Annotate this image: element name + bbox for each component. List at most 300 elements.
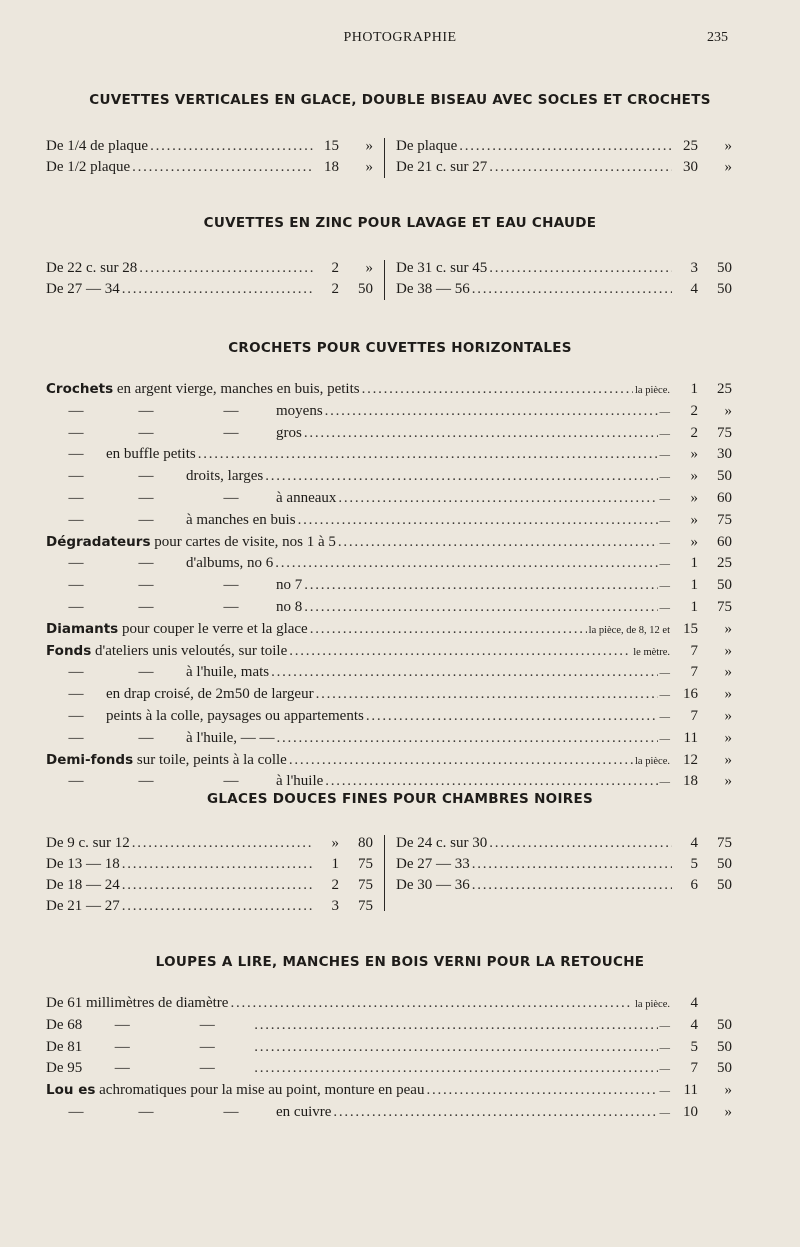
dot-leader xyxy=(338,488,657,510)
ditto-mark: — xyxy=(138,598,154,615)
item-description xyxy=(46,575,302,597)
item-description xyxy=(46,771,323,793)
price-francs: 7 xyxy=(690,707,698,724)
item-keyword: Lou es xyxy=(46,1082,96,1099)
dot-leader xyxy=(122,896,313,917)
item-description xyxy=(46,510,296,532)
price-francs: 12 xyxy=(683,751,698,768)
item-text: no 8 xyxy=(276,598,303,615)
price-row xyxy=(46,1102,732,1124)
price-centimes: 50 xyxy=(717,260,732,276)
price-row xyxy=(396,157,732,178)
price-centimes: » xyxy=(724,707,732,724)
price-centimes: 60 xyxy=(717,489,732,506)
price-centimes: » xyxy=(724,642,732,659)
item-description xyxy=(46,641,287,663)
price-centimes: » xyxy=(724,138,732,154)
item-label: De 27 — 34 xyxy=(46,281,120,297)
price-francs: 18 xyxy=(683,773,698,790)
price-francs: 16 xyxy=(683,686,698,703)
price-francs: 2 xyxy=(690,424,698,441)
item-label: De 31 c. sur 45 xyxy=(396,260,488,276)
item-description xyxy=(46,466,263,488)
price-francs: 25 xyxy=(683,138,698,154)
price-row xyxy=(46,488,732,510)
ditto-mark: — xyxy=(68,424,84,441)
price-row xyxy=(396,875,732,896)
page-number: 235 xyxy=(707,30,728,45)
price-francs: 6 xyxy=(690,877,698,893)
ditto-mark: — xyxy=(68,707,84,724)
price-centimes: 75 xyxy=(717,424,732,441)
item-label: De 21 — 27 xyxy=(46,898,120,914)
price-francs: 15 xyxy=(324,138,339,154)
price-francs: 5 xyxy=(690,1038,698,1055)
price-row xyxy=(46,575,732,597)
column-divider xyxy=(384,835,385,911)
item-label: De 1/4 de plaque xyxy=(46,138,149,154)
price-row xyxy=(46,662,732,684)
ditto-mark: — xyxy=(68,773,84,790)
item-text: moyens xyxy=(276,402,323,419)
price-unit: — xyxy=(659,690,670,702)
item-text: gros xyxy=(276,424,302,441)
item-description xyxy=(46,1058,252,1080)
ditto-mark: — xyxy=(114,1060,130,1077)
price-row xyxy=(46,423,732,445)
item-text: pour couper le verre et la glace xyxy=(118,620,308,637)
price-francs: 1 xyxy=(690,381,698,397)
ditto-mark: — xyxy=(138,555,154,572)
item-text: no 7 xyxy=(276,577,303,594)
item-text: à l'huile, mats xyxy=(186,664,270,681)
price-unit: — xyxy=(659,493,670,505)
dot-leader xyxy=(325,771,657,793)
price-row xyxy=(46,1080,732,1102)
item-keyword: Demi-fonds xyxy=(46,751,134,768)
item-keyword: Diamants xyxy=(46,620,119,637)
dot-leader xyxy=(304,423,658,445)
dot-leader xyxy=(289,750,633,772)
dot-leader xyxy=(472,854,672,875)
ditto-mark: — xyxy=(68,577,84,594)
item-text: à manches en buis xyxy=(186,511,296,528)
item-label: De 30 — 36 xyxy=(396,877,470,893)
item-text: achromatiques pour la mise au point, monture en peau xyxy=(95,1082,425,1099)
price-unit: — xyxy=(659,1086,670,1098)
item-text: pour cartes de visite, nos 1 à 5 xyxy=(150,533,336,550)
item-text: De 95 xyxy=(46,1060,83,1077)
item-text: De 81 xyxy=(46,1038,83,1055)
ditto-mark: — xyxy=(138,577,154,594)
price-centimes: 25 xyxy=(717,555,732,572)
ditto-mark: — xyxy=(68,555,84,572)
item-description xyxy=(46,706,364,728)
price-row xyxy=(46,896,373,917)
price-francs: 7 xyxy=(690,664,698,681)
ditto-mark: — xyxy=(138,468,154,485)
price-unit: — xyxy=(659,559,670,571)
price-francs: 11 xyxy=(683,1082,698,1099)
ditto-mark: — xyxy=(223,1103,239,1120)
dot-leader xyxy=(271,662,657,684)
price-unit: la pièce. xyxy=(635,385,670,396)
item-text: en argent vierge, manches en buis, petits xyxy=(113,381,360,397)
item-text: à l'huile, — — xyxy=(186,729,275,746)
price-francs: 15 xyxy=(683,620,698,637)
price-francs: 18 xyxy=(324,159,339,175)
dot-leader xyxy=(325,401,658,423)
price-row xyxy=(396,258,732,279)
item-text: sur toile, peints à la colle xyxy=(133,751,287,768)
price-francs: 11 xyxy=(683,729,698,746)
dot-leader xyxy=(198,444,658,466)
price-centimes: » xyxy=(724,159,732,175)
ditto-mark: — xyxy=(68,468,84,485)
ditto-mark: — xyxy=(223,424,239,441)
dot-leader xyxy=(132,157,313,178)
dot-leader xyxy=(362,379,633,401)
item-label: De 18 — 24 xyxy=(46,877,120,893)
dot-leader xyxy=(333,1102,657,1124)
price-francs: 2 xyxy=(331,877,339,893)
price-unit: — xyxy=(659,602,670,614)
page-header-title: PHOTOGRAPHIE xyxy=(343,30,457,45)
price-francs: 30 xyxy=(683,159,698,175)
price-francs: » xyxy=(690,489,698,506)
price-francs: 7 xyxy=(690,1060,698,1077)
ditto-mark: — xyxy=(138,402,154,419)
ditto-mark: — xyxy=(223,577,239,594)
price-row xyxy=(46,641,732,663)
price-unit: la pièce. xyxy=(635,755,670,767)
price-centimes: » xyxy=(724,620,732,637)
price-centimes: 75 xyxy=(358,898,373,914)
item-label: De 24 c. sur 30 xyxy=(396,835,488,851)
price-centimes: 50 xyxy=(717,577,732,594)
price-row xyxy=(46,136,373,157)
price-row xyxy=(46,993,732,1015)
ditto-mark: — xyxy=(223,489,239,506)
price-centimes: 80 xyxy=(358,835,373,851)
price-francs: 4 xyxy=(690,995,698,1011)
price-row xyxy=(46,1037,732,1059)
price-centimes: 50 xyxy=(717,1016,732,1033)
item-text: droits, larges xyxy=(186,468,264,485)
dot-leader xyxy=(277,728,658,750)
item-description xyxy=(46,1037,252,1059)
price-centimes: » xyxy=(724,751,732,768)
item-label: De 1/2 plaque xyxy=(46,159,131,175)
ditto-mark: — xyxy=(138,489,154,506)
price-centimes: 50 xyxy=(717,1060,732,1077)
item-description xyxy=(46,1080,424,1102)
price-centimes: 75 xyxy=(717,511,732,528)
item-text: d'ateliers unis veloutés, sur toile xyxy=(91,642,288,659)
price-francs: » xyxy=(690,511,698,528)
item-text: à l'huile xyxy=(276,773,324,790)
dot-leader xyxy=(489,258,672,279)
ditto-mark: — xyxy=(68,598,84,615)
price-unit: — xyxy=(659,668,670,680)
ditto-mark: — xyxy=(199,1060,215,1077)
price-unit: le mètre. xyxy=(633,646,670,658)
price-unit: — xyxy=(659,1020,670,1032)
item-description xyxy=(46,423,302,445)
price-row xyxy=(46,833,373,854)
dot-leader xyxy=(254,1037,657,1059)
price-centimes: 75 xyxy=(717,835,732,851)
ditto-mark: — xyxy=(138,664,154,681)
dot-leader xyxy=(459,136,672,157)
price-row xyxy=(396,833,732,854)
ditto-mark: — xyxy=(114,1038,130,1055)
right-column xyxy=(396,833,732,896)
price-francs: 1 xyxy=(690,598,698,615)
item-description xyxy=(46,553,273,575)
dot-leader xyxy=(122,875,313,896)
price-unit: — xyxy=(659,711,670,723)
price-francs: » xyxy=(690,468,698,485)
item-description xyxy=(46,379,360,401)
section-title: CUVETTES VERTICALES EN GLACE, DOUBLE BISEAU AVEC SOCLES ET CROCHETS xyxy=(89,92,711,108)
ditto-mark: — xyxy=(223,402,239,419)
left-column xyxy=(46,136,373,178)
price-centimes: » xyxy=(724,664,732,681)
price-unit: — xyxy=(659,733,670,745)
section-title: LOUPES A LIRE, MANCHES EN BOIS VERNI POUR LA RETOUCHE xyxy=(155,954,645,970)
item-keyword: Dégradateurs xyxy=(46,533,151,550)
dot-leader xyxy=(265,466,657,488)
section-title: GLACES DOUCES FINES POUR CHAMBRES NOIRES xyxy=(206,791,594,807)
price-list xyxy=(46,993,732,1124)
price-unit: — xyxy=(659,515,670,527)
price-centimes: 50 xyxy=(717,1038,732,1055)
price-row xyxy=(46,854,373,875)
price-francs: 1 xyxy=(690,555,698,572)
dot-leader xyxy=(489,833,672,854)
price-francs: 1 xyxy=(331,856,339,872)
price-unit: — xyxy=(659,581,670,593)
item-description xyxy=(46,444,196,466)
price-row xyxy=(46,157,373,178)
price-unit: — xyxy=(659,406,670,418)
ditto-mark: — xyxy=(68,664,84,681)
price-centimes: 60 xyxy=(717,533,732,550)
price-centimes: » xyxy=(724,402,732,419)
dot-leader xyxy=(338,532,658,554)
price-francs: 3 xyxy=(690,260,698,276)
price-centimes: » xyxy=(365,138,373,154)
price-centimes: 25 xyxy=(717,381,732,397)
price-row xyxy=(46,510,732,532)
price-row xyxy=(46,401,732,423)
price-row xyxy=(46,750,732,772)
price-row xyxy=(46,875,373,896)
price-francs: 4 xyxy=(690,835,698,851)
item-description xyxy=(46,597,302,619)
item-text: De 68 xyxy=(46,1016,83,1033)
ditto-mark: — xyxy=(138,773,154,790)
price-centimes: 75 xyxy=(358,877,373,893)
price-centimes: » xyxy=(724,1082,732,1099)
ditto-mark: — xyxy=(68,511,84,528)
ditto-mark: — xyxy=(68,686,84,703)
dot-leader xyxy=(310,619,587,641)
left-column xyxy=(46,833,373,917)
item-description xyxy=(46,993,228,1015)
price-francs: » xyxy=(331,835,339,851)
price-centimes: » xyxy=(724,1103,732,1120)
item-label: De 21 c. sur 27 xyxy=(396,159,488,175)
dot-leader xyxy=(122,854,313,875)
dot-leader xyxy=(472,279,672,300)
dot-leader xyxy=(289,641,631,663)
price-row xyxy=(46,597,732,619)
price-centimes: 75 xyxy=(717,598,732,615)
ditto-mark: — xyxy=(138,511,154,528)
item-description xyxy=(46,684,314,706)
price-centimes: » xyxy=(724,729,732,746)
section-title: CUVETTES EN ZINC POUR LAVAGE ET EAU CHAUDE xyxy=(203,215,597,231)
item-label: De 38 — 56 xyxy=(396,281,470,297)
section-title: CROCHETS POUR CUVETTES HORIZONTALES xyxy=(228,340,572,356)
price-row xyxy=(46,706,732,728)
price-row xyxy=(46,279,373,300)
price-unit: — xyxy=(659,777,670,789)
price-francs: 2 xyxy=(690,402,698,419)
ditto-mark: — xyxy=(138,729,154,746)
ditto-mark: — xyxy=(68,729,84,746)
price-centimes: » xyxy=(365,159,373,175)
dot-leader xyxy=(139,258,313,279)
item-label: De 22 c. sur 28 xyxy=(46,260,138,276)
price-francs: 4 xyxy=(690,281,698,297)
ditto-mark: — xyxy=(199,1038,215,1055)
price-unit: — xyxy=(659,472,670,484)
item-text: d'albums, no 6 xyxy=(186,555,274,572)
price-francs: 7 xyxy=(690,642,698,659)
price-francs: » xyxy=(690,446,698,463)
dot-leader xyxy=(426,1080,657,1102)
item-description xyxy=(46,750,287,772)
price-centimes: 30 xyxy=(717,446,732,463)
price-list xyxy=(46,379,732,793)
item-description xyxy=(46,1102,331,1124)
item-text: en drap croisé, de 2m50 de largeur xyxy=(106,686,314,703)
price-row xyxy=(46,379,732,401)
price-unit: — xyxy=(659,1064,670,1076)
ditto-mark: — xyxy=(223,773,239,790)
dot-leader xyxy=(254,1015,657,1037)
price-unit: — xyxy=(659,428,670,440)
price-row xyxy=(396,279,732,300)
dot-leader xyxy=(254,1058,657,1080)
dot-leader xyxy=(472,875,672,896)
dot-leader xyxy=(122,279,313,300)
column-divider xyxy=(384,260,385,300)
item-description xyxy=(46,488,336,510)
price-row xyxy=(46,466,732,488)
ditto-mark: — xyxy=(199,1016,215,1033)
price-francs: 2 xyxy=(331,281,339,297)
item-description xyxy=(46,619,308,641)
dot-leader xyxy=(489,157,672,178)
left-column xyxy=(46,258,373,300)
item-text: De 61 millimètres de diamètre xyxy=(46,995,229,1011)
price-row xyxy=(46,728,732,750)
price-unit: — xyxy=(659,537,670,549)
price-centimes: 50 xyxy=(717,281,732,297)
price-unit: — xyxy=(659,450,670,462)
dot-leader xyxy=(304,597,657,619)
ditto-mark: — xyxy=(223,598,239,615)
item-text: peints à la colle, paysages ou appartements xyxy=(106,707,364,724)
item-keyword: Fonds xyxy=(46,642,92,659)
dot-leader xyxy=(298,510,658,532)
price-row xyxy=(46,771,732,793)
ditto-mark: — xyxy=(68,446,84,463)
ditto-mark: — xyxy=(138,1103,154,1120)
item-description xyxy=(46,401,323,423)
price-row xyxy=(396,854,732,875)
price-francs: 4 xyxy=(690,1016,698,1033)
running-head xyxy=(0,30,800,52)
price-unit: — xyxy=(659,1042,670,1054)
price-row xyxy=(396,136,732,157)
price-row xyxy=(46,619,732,641)
ditto-mark: — xyxy=(114,1016,130,1033)
item-label: De plaque xyxy=(396,138,458,154)
price-row xyxy=(46,532,732,554)
dot-leader xyxy=(132,833,313,854)
price-centimes: » xyxy=(365,260,373,276)
item-description xyxy=(46,662,269,684)
price-centimes: » xyxy=(724,686,732,703)
price-row xyxy=(46,258,373,279)
item-text: en cuivre xyxy=(276,1103,332,1120)
price-francs: 5 xyxy=(690,856,698,872)
price-centimes: 50 xyxy=(717,468,732,485)
dot-leader xyxy=(366,706,658,728)
right-column xyxy=(396,258,732,300)
price-unit: la pièce. xyxy=(635,999,670,1010)
price-centimes: » xyxy=(724,773,732,790)
price-centimes: 50 xyxy=(358,281,373,297)
item-description xyxy=(46,728,275,750)
price-row xyxy=(46,684,732,706)
item-description xyxy=(46,1015,252,1037)
item-label: De 27 — 33 xyxy=(396,856,470,872)
price-row xyxy=(46,1015,732,1037)
price-francs: 1 xyxy=(690,577,698,594)
price-unit: — xyxy=(659,1107,670,1119)
dot-leader xyxy=(275,553,657,575)
price-centimes: 75 xyxy=(358,856,373,872)
price-row xyxy=(46,444,732,466)
dot-leader xyxy=(316,684,658,706)
price-francs: 3 xyxy=(331,898,339,914)
price-centimes: 50 xyxy=(717,877,732,893)
dot-leader xyxy=(230,993,633,1015)
right-column xyxy=(396,136,732,178)
ditto-mark: — xyxy=(68,1103,84,1120)
price-francs: 10 xyxy=(683,1103,698,1120)
column-divider xyxy=(384,138,385,178)
item-description xyxy=(46,532,336,554)
price-unit: la pièce, de 8, 12 et xyxy=(588,624,670,636)
price-francs: » xyxy=(690,533,698,550)
